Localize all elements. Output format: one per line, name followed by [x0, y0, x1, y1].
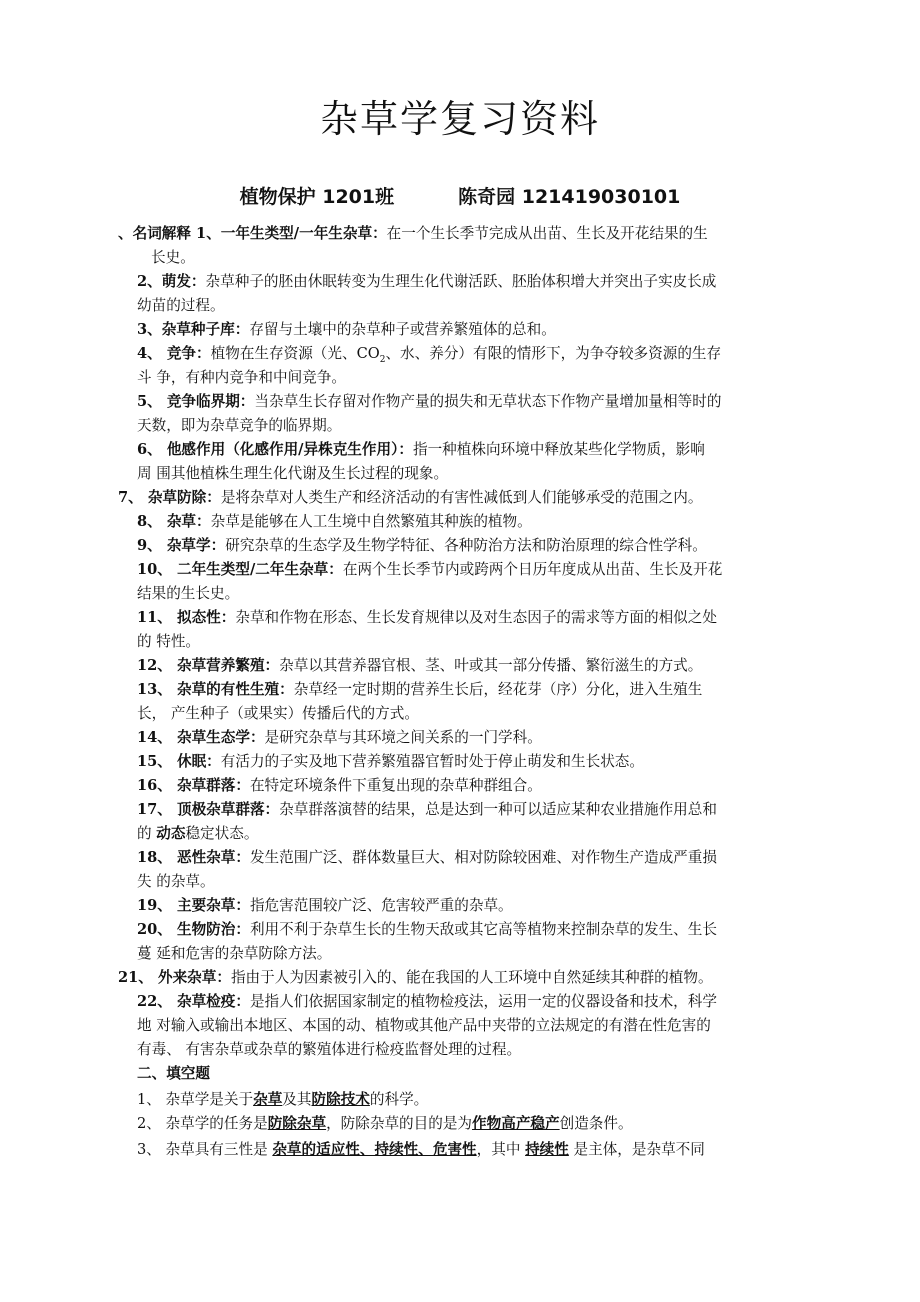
- definition-line: 失 的杂草。: [137, 873, 215, 890]
- term: 14、 杂草生态学：: [137, 729, 265, 746]
- definition-line: 2、萌发：杂草种子的胚由休眠转变为生理生化代谢活跃、胚胎体积增大并突出子实皮长成: [137, 273, 717, 290]
- term: 20、 生物防治：: [137, 921, 250, 938]
- answer: 防除技术: [311, 1091, 370, 1108]
- term: 17、 顶极杂草群落：: [137, 801, 280, 818]
- answer: 防除杂草: [267, 1115, 327, 1132]
- class-info: 植物保护 1201班: [239, 186, 395, 208]
- definition-line: 的 动态稳定状态。: [137, 825, 259, 842]
- term: 12、 杂草营养繁殖：: [137, 657, 280, 674]
- definition-line: 21、 外来杂草：指由于人为因素被引入的、能在我国的人工环境中自然延续其种群的植物。: [118, 969, 713, 986]
- term: 22、 杂草检疫：: [137, 993, 250, 1010]
- term: 3、杂草种子库：: [137, 321, 250, 338]
- definition-line: 斗 争，有种内竞争和中间竞争。: [137, 369, 346, 386]
- definition-line: 11、 拟态性：杂草和作物在形态、生长发育规律以及对生态因子的需求等方面的相似之处: [137, 609, 717, 626]
- term: 5、 竞争临界期：: [137, 393, 255, 410]
- term: 21、 外来杂草：: [118, 969, 231, 986]
- answer: 作物高产稳产: [472, 1115, 560, 1132]
- definition-line: 蔓 延和危害的杂草防除方法。: [137, 945, 332, 962]
- definition-line: 的 特性。: [137, 633, 201, 650]
- definition-line: 20、 生物防治：利用不利于杂草生长的生物天敌或其它高等植物来控制杂草的发生、生长: [137, 921, 717, 938]
- definition-line: 14、 杂草生态学：是研究杂草与其环境之间关系的一门学科。: [137, 729, 542, 746]
- definition-line: 22、 杂草检疫：是指人们依据国家制定的植物检疫法，运用一定的仪器设备和技术，科学: [137, 993, 717, 1010]
- fill-line: 1、 杂草学是关于杂草及其防除技术的科学。: [137, 1091, 429, 1108]
- definition-line: 长史。: [151, 249, 195, 266]
- page-title: 杂草学复习资料: [319, 97, 600, 141]
- definition-line: 15、 休眠：有活力的子实及地下营养繁殖器官暂时处于停止萌发和生长状态。: [137, 753, 644, 770]
- student-info: 陈奇园 121419030101: [458, 186, 681, 208]
- term: 7、 杂草防除：: [118, 489, 221, 506]
- definition-line: 10、 二年生类型/二年生杂草：在两个生长季节内或跨两个日历年度成从出苗、生长及开花: [137, 561, 723, 578]
- definition-line: 周 围其他植株生理生化代谢及生长过程的现象。: [137, 465, 449, 482]
- definition-line: 、名词解释 1、一年生类型/一年生杂草：在一个生长季节完成从出苗、生长及开花结果的生: [118, 225, 708, 242]
- definition-line: 6、 他感作用（化感作用/异株克生作用）：指一种植株向环境中释放某些化学物质，影响: [137, 441, 705, 458]
- definition-line: 18、 恶性杂草：发生范围广泛、群体数量巨大、相对防除较困难、对作物生产造成严重损: [137, 849, 717, 866]
- term: 18、 恶性杂草：: [137, 849, 250, 866]
- subtitle: [0, 182, 920, 209]
- term: 2、萌发：: [137, 273, 206, 290]
- definition-line: 长， 产生种子（或果实）传播后代的方式。: [137, 705, 419, 722]
- answer: 杂草: [253, 1091, 283, 1108]
- definition-line: 地 对输入或输出本地区、本国的动、植物或其他产品中夹带的立法规定的有潜在性危害的: [137, 1017, 711, 1034]
- definition-line: 12、 杂草营养繁殖：杂草以其营养器官根、茎、叶或其一部分传播、繁衍滋生的方式。: [137, 657, 703, 674]
- term: 15、 休眠：: [137, 753, 221, 770]
- term: 11、 拟态性：: [137, 609, 236, 626]
- term: 9、 杂草学：: [137, 537, 226, 554]
- term: 6、 他感作用（化感作用/异株克生作用）：: [137, 441, 413, 458]
- definition-line: 有毒、 有害杂草或杂草的繁殖体进行检疫监督处理的过程。: [137, 1041, 522, 1058]
- term: 10、 二年生类型/二年生杂草：: [137, 561, 343, 578]
- term: 19、 主要杂草：: [137, 897, 250, 914]
- fill-line: 3、 杂草具有三性是 杂草的适应性、持续性、危害性，其中 持续性 是主体，是杂草不同: [137, 1141, 705, 1158]
- definition-line: 19、 主要杂草：指危害范围较广泛、危害较严重的杂草。: [137, 897, 513, 914]
- term: 13、 杂草的有性生殖：: [137, 681, 294, 698]
- definition-line: 7、 杂草防除：是将杂草对人类生产和经济活动的有害性减低到人们能够承受的范围之内。: [118, 489, 703, 506]
- term: 16、 杂草群落：: [137, 777, 250, 794]
- term: 8、 杂草：: [137, 513, 211, 530]
- term: 、名词解释 1、一年生类型/一年生杂草：: [118, 225, 387, 242]
- definition-line: 4、 竞争：植物在生存资源（光、$CO_2$、水、养分）有限的情形下，为争夺较多资源的生存: [137, 345, 722, 365]
- definition-line: 16、 杂草群落：在特定环境条件下重复出现的杂草种群组合。: [137, 777, 542, 794]
- definition-line: 3、杂草种子库：存留与土壤中的杂草种子或营养繁殖体的总和。: [137, 321, 556, 338]
- definition-line: 9、 杂草学：研究杂草的生态学及生物学特征、各种防治方法和防治原理的综合性学科。: [137, 537, 707, 554]
- definition-line: 17、 顶极杂草群落：杂草群落演替的结果，总是达到一种可以适应某种农业措施作用总和: [137, 801, 717, 818]
- definition-line: 结果的生长史。: [137, 585, 240, 602]
- definition-line: 5、 竞争临界期：当杂草生长存留对作物产量的损失和无草状态下作物产量增加量相等时的: [137, 393, 722, 410]
- answer: 持续性: [525, 1141, 569, 1158]
- definition-line: 13、 杂草的有性生殖：杂草经一定时期的营养生长后，经花芽（序）分化，进入生殖生: [137, 681, 703, 698]
- section-heading: 二、填空题: [137, 1065, 210, 1082]
- definition-line: 天数，即为杂草竞争的临界期。: [137, 417, 342, 434]
- definition-line: 幼苗的过程。: [137, 297, 225, 314]
- fill-line: 2、 杂草学的任务是防除杂草，防除杂草的目的是为作物高产稳产创造条件。: [137, 1115, 633, 1132]
- answer: 杂草的适应性、持续性、危害性: [272, 1141, 477, 1158]
- definition-line: 8、 杂草：杂草是能够在人工生境中自然繁殖其种族的植物。: [137, 513, 532, 530]
- term: 4、 竞争：: [137, 345, 211, 362]
